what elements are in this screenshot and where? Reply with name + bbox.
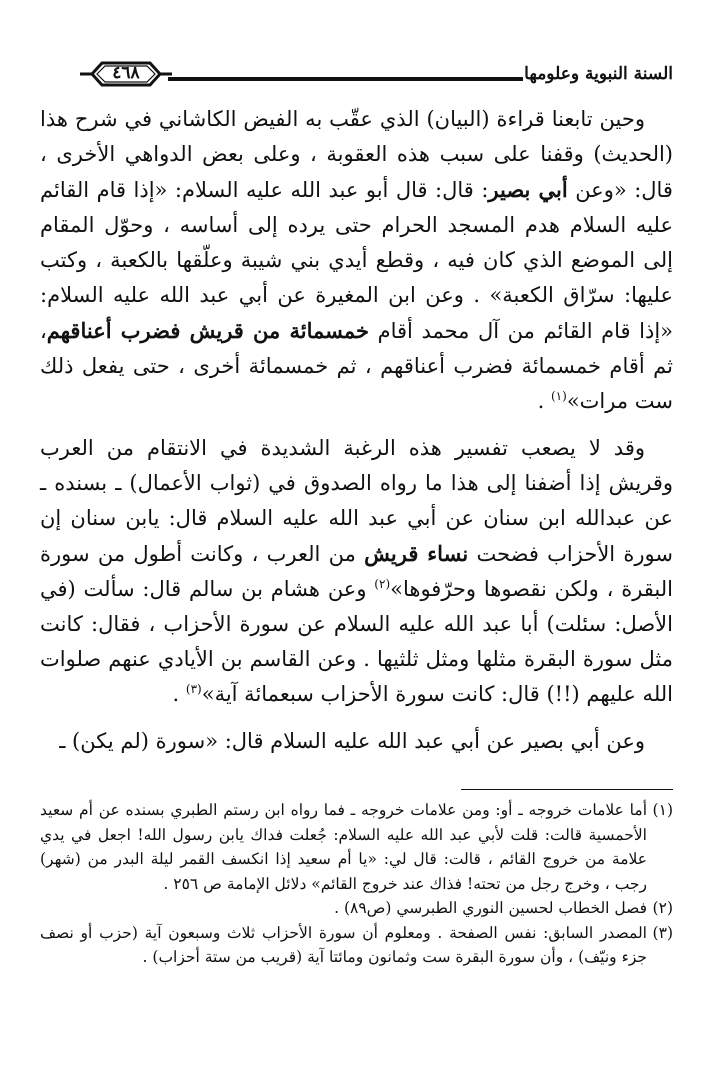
footnote-ref: (٣)	[185, 682, 202, 696]
bold-run: خمسمائة من قريش فضرب أعناقهم	[46, 318, 370, 343]
footnote-number: (١)	[652, 801, 673, 819]
footnote-text: أما علامات خروجه ـ أو: ومن علامات خروجه ـ فما رواه ابن رستم الطبري بسنده عن أم سعيد الأحمسية قالت: قلت لأبي عبد الله عليه السلام: جُعلت فداك يابن رسول الله! اجعل في يدي علامة من خروج القائم ، قالت: قال لي: «يا أم سعيد إذا انكسف القمر ليلة البدر من (شهر) رجب ، وخرج رجل من تحته! فذاك عند خروج القائم» دلائل الإمامة ص ٢٥٦ .	[40, 801, 647, 893]
footnote-text: فصل الخطاب لحسين النوري الطبرسي (ص٨٩) .	[334, 899, 647, 917]
page-header	[40, 54, 673, 94]
footnote-number: (٢)	[652, 899, 673, 917]
text-run: .	[537, 389, 551, 413]
footnote-1	[40, 798, 673, 896]
text-run: ، ثم أقام خمسمائة فضرب أعناقهم ، ثم خمسمائة أخرى ، حتى يفعل ذلك ست مرات»	[40, 319, 673, 413]
text-run: وحين تابعنا قراءة (البيان) الذي عقّب به الفيض الكاشاني في شرح هذا (الحديث) وقفنا على سبب هذه العقوبة ، وعلى بعض الدواهي الأخرى ، قال: «وعن	[40, 107, 673, 202]
footnote-2	[40, 896, 673, 921]
bold-run: أبي بصير	[488, 177, 568, 202]
footnotes	[40, 798, 673, 970]
running-title: السنة النبوية وعلومها	[524, 64, 673, 84]
page-number: ٤٦٨	[112, 63, 140, 83]
paragraph-2	[40, 431, 673, 712]
text-run: وعن هشام بن سالم قال: سألت (في الأصل: سئلت) أبا عبد الله عليه السلام عن سورة الأحزاب ، فقال: كانت مثل سورة البقرة مثلها ومثل ثلثيها . وعن القاسم بن الأيادي عنهم صلوات الله عليهم (!!) قال: كانت سورة الأحزاب سبعمائة آية»	[40, 577, 673, 706]
text-run: من العرب ، وكانت أطول من سورة البقرة ، ولكن نقصوها وحرّفوها»	[40, 542, 673, 601]
footnote-ref: (٢)	[374, 577, 391, 591]
paragraph-3: وعن أبي بصير عن أبي عبد الله عليه السلام قال: «سورة (لم يكن) ـ	[59, 729, 645, 753]
text-run: وقد لا يصعب تفسير هذه الرغبة الشديدة في الانتقام من العرب وقريش إذا أضفنا إلى هذا ما رواه الصدوق في (ثواب الأعمال) ـ بسنده ـ عن عبدالله ابن سنان عن أبي عبد الله عليه السلام قال: يابن سنان إن سورة الأحزاب فضحت	[40, 436, 673, 566]
page-number-ornament	[80, 59, 172, 89]
text-run: .	[172, 682, 186, 706]
paragraph-1	[40, 102, 673, 419]
footnote-number: (٣)	[652, 923, 673, 942]
footnote-ref: (١)	[550, 389, 567, 403]
footnote-text: المصدر السابق: نفس الصفحة . ومعلوم أن سورة الأحزاب ثلاث وسبعون آية (حزب أو نصف جزء ونيّف) ، وأن سورة البقرة ست وثمانون ومائتا آية (قريب من ستة أحزاب) .	[40, 923, 647, 966]
bold-run: نساء قريش	[364, 541, 469, 566]
header-rule	[168, 77, 523, 81]
main-text	[40, 102, 673, 759]
footnote-3	[40, 921, 673, 970]
footnote-separator	[461, 789, 673, 790]
text-run: : قال: قال أبو عبد الله عليه السلام: «إذا قام القائم عليه السلام هدم المسجد الحرام حتى يرده إلى أساسه ، وحوّل المقام إلى الموضع الذي كان فيه ، وقطع أيدي بني شيبة وعلّقها بالكعبة ، وكتب عليها: سرّاق الكعبة» . وعن ابن المغيرة عن أبي عبد الله عليه السلام: «إذا قام القائم من آل محمد أقام	[40, 178, 673, 343]
